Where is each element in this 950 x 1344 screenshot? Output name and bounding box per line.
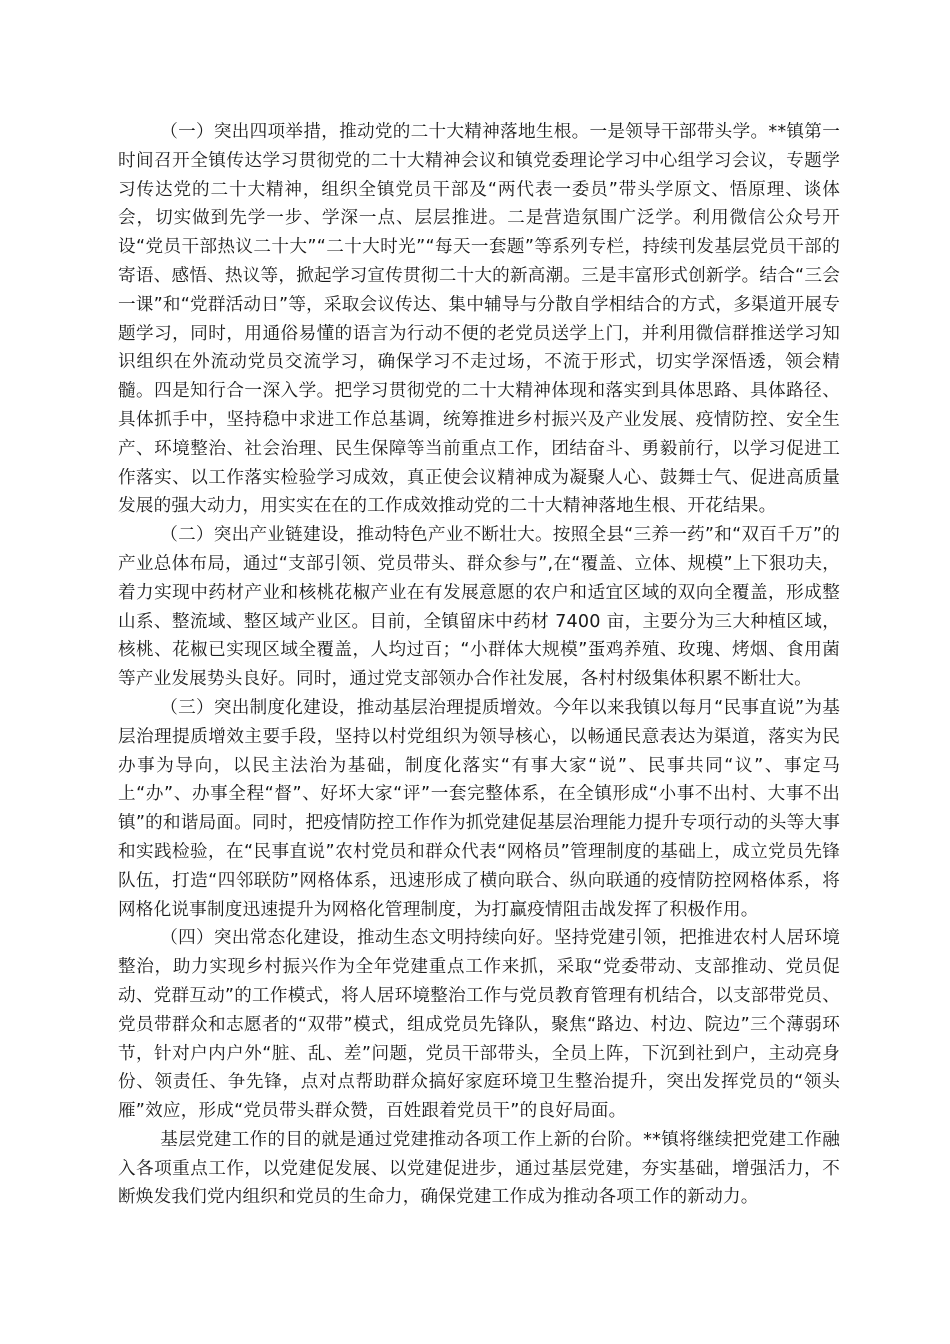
paragraph-section-4: （四）突出常态化建设，推动生态文明持续向好。坚持党建引领，把推进农村人居环境整治，助力实现乡村振兴作为全年党建重点工作来抓，采取“党委带动、支部推动、党员促动、党群互动”的工作模式，将人居环境整治工作与党员教育管理有机结合，以支部带党员、党员带群众和志愿者的“双带”模式，组成党员先锋队，聚焦“路边、村边、院边”三个薄弱环节，针对户内户外“脏、乱、差”问题，党员干部带头，全员上阵，下沉到社到户，主动亮身份、领责任、争先锋，点对点帮助群众搞好家庭环境卫生整治提升，突出发挥党员的“领头雁”效应，形成“党员带头群众赞，百姓跟着党员干”的良好局面。 (118, 928, 840, 1122)
paragraph-section-3: （三）突出制度化建设，推动基层治理提质增效。今年以来我镇以每月“民事直说”为基层治理提质增效主要手段，坚持以村党组织为领导核心，以畅通民意表达为渠道，落实为民办事为导向，以民主法治为基础，制度化落实“有事大家“说”、民事共同“议”、事定马上“办”、办事全程“督”、好坏大家“评”一套完整体系，在全镇形成“小事不出村、大事不出镇”的和谐局面。同时，把疫情防控工作作为抓党建促基层治理能力提升专项行动的头等大事和实践检验，在“民事直说”农村党员和群众代表“网格员”管理制度的基础上，成立党员先锋队伍，打造“四邻联防”网格体系，迅速形成了横向联合、纵向联通的疫情防控网格体系，将网格化说事制度迅速提升为网格化管理制度，为打赢疫情阻击战发挥了积极作用。 (118, 697, 840, 920)
paragraph-section-2: （二）突出产业链建设，推动特色产业不断壮大。按照全县“三养一药”和“双百千万”的产业总体布局，通过“支部引领、党员带头、群众参与”,在“覆盖、立体、规模”上下狠功夫，着力实现中药材产业和核桃花椒产业在有发展意愿的农户和适宜区域的双向全覆盖，形成整山系、整流域、整区域产业区。目前，全镇留床中药材 7400 亩，主要分为三大种植区域，核桃、花椒已实现区域全覆盖，人均过百；“小群体大规模”蛋鸡养殖、玫瑰、烤烟、食用菌等产业发展势头良好。同时，通过党支部领办合作社发展，各村村级集体积累不断壮大。 (118, 525, 840, 690)
paragraph-conclusion: 基层党建工作的目的就是通过党建推动各项工作上新的台阶。**镇将继续把党建工作融入各项重点工作，以党建促发展、以党建促进步，通过基层党建，夯实基础，增强活力，不断焕发我们党内组织和党员的生命力，确保党建工作成为推动各项工作的新动力。 (118, 1129, 840, 1208)
document-body (118, 118, 840, 1212)
paragraph-section-1: （一）突出四项举措，推动党的二十大精神落地生根。一是领导干部带头学。**镇第一时间召开全镇传达学习贯彻党的二十大精神会议和镇党委理论学习中心组学习会议，专题学习传达党的二十大精神，组织全镇党员干部及“两代表一委员”带头学原文、悟原理、谈体会，切实做到先学一步、学深一点、层层推进。二是营造氛围广泛学。利用微信公众号开设“党员干部热议二十大”“二十大时光”“每天一套题”等系列专栏，持续刊发基层党员干部的寄语、感悟、热议等，掀起学习宣传贯彻二十大的新高潮。三是丰富形式创新学。结合“三会一课”和“党群活动日”等，采取会议传达、集中辅导与分散自学相结合的方式，多渠道开展专题学习，同时，用通俗易懂的语言为行动不便的老党员送学上门，并利用微信群推送学习知识组织在外流动党员交流学习，确保学习不走过场，不流于形式，切实学深悟透，领会精髓。四是知行合一深入学。把学习贯彻党的二十大精神体现和落实到具体思路、具体路径、具体抓手中，坚持稳中求进工作总基调，统筹推进乡村振兴及产业发展、疫情防控、安全生产、环境整治、社会治理、民生保障等当前重点工作，团结奋斗、勇毅前行，以学习促进工作落实、以工作落实检验学习成效，真正使会议精神成为凝聚人心、鼓舞士气、促进高质量发展的强大动力，用实实在在的工作成效推动党的二十大精神落地生根、开花结果。 (118, 122, 840, 517)
